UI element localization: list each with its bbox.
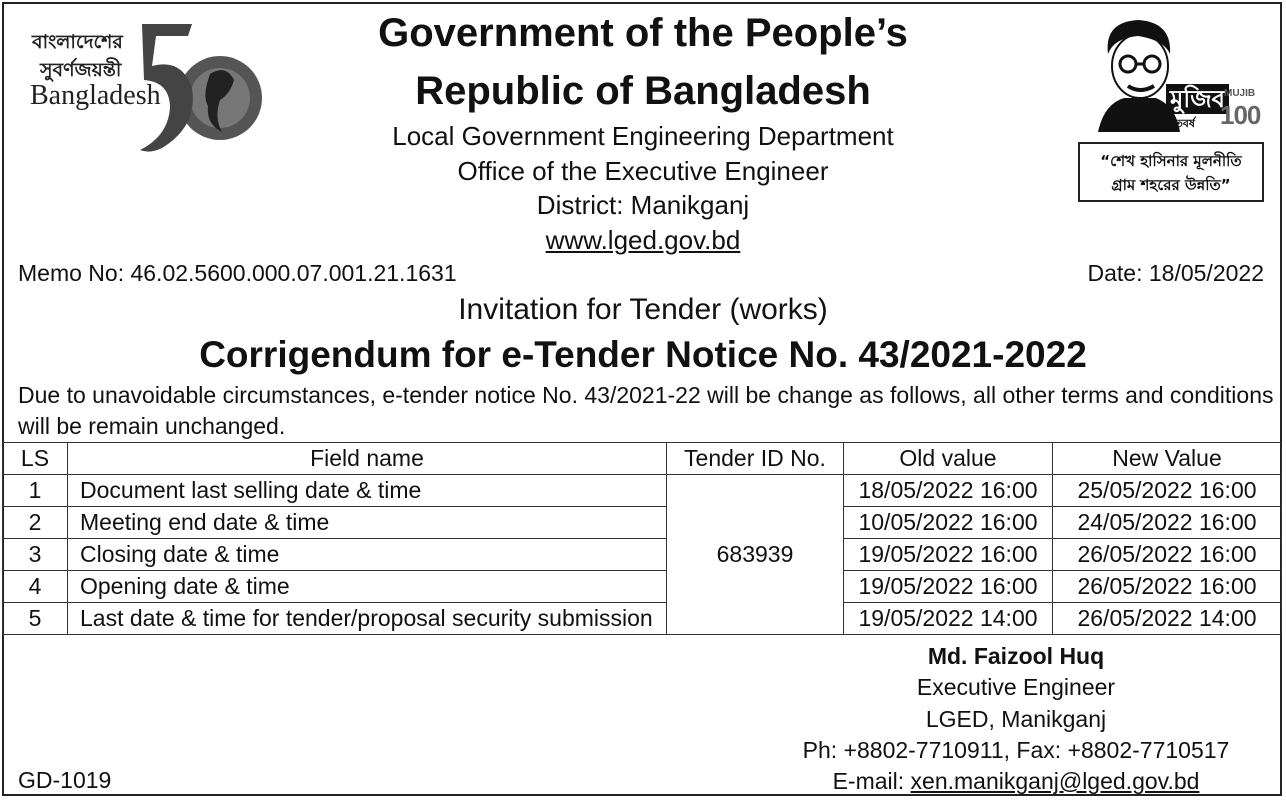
row-old-value: 19/05/2022 14:00 [844,603,1053,635]
row-ls: 1 [3,475,68,507]
intro-line2: will be remain unchanged. [18,413,286,439]
shatabarsha-text: শতবর্ষ [1168,117,1195,130]
signatory-title: Executive Engineer [916,674,1116,700]
row-ls: 3 [3,539,68,571]
invitation-heading: Invitation for Tender (works) [458,293,828,326]
row-field: Document last selling date & time [68,475,667,507]
logo-bn-line1: বাংলাদেশের [32,31,123,53]
tender-id-cell: 683939 [667,475,844,635]
row-old-value: 18/05/2022 16:00 [844,475,1053,507]
table-header-row [3,443,1282,475]
department-name: Local Government Engineering Department [392,121,894,151]
mujib-100-number: 100 [1220,100,1261,130]
notice-date: Date: 18/05/2022 [1087,260,1264,286]
slogan-line2: গ্রাম শহরের উন্নতি” [1111,176,1231,194]
row-ls: 2 [3,507,68,539]
header-tender-id: Tender ID No. [667,443,844,475]
row-field: Opening date & time [68,571,667,603]
row-new-value: 26/05/2022 14:00 [1053,603,1282,635]
row-field: Meeting end date & time [68,507,667,539]
table-row [3,603,1282,635]
email-link[interactable]: xen.manikganj@lged.gov.bd [910,768,1200,794]
row-ls: 4 [3,571,68,603]
row-new-value: 26/05/2022 16:00 [1053,571,1282,603]
memo-number: Memo No: 46.02.5600.000.07.001.21.1631 [18,260,457,286]
table-row [3,571,1282,603]
table-row [3,507,1282,539]
row-field: Last date & time for tender/proposal security submission [68,603,667,635]
row-ls: 5 [3,603,68,635]
slogan-line1: “শেখ হাসিনার মূলনীতি [1100,152,1242,170]
row-new-value: 24/05/2022 16:00 [1053,507,1282,539]
website-link[interactable]: www.lged.gov.bd [545,225,741,255]
header-field-name: Field name [68,443,667,475]
row-old-value: 10/05/2022 16:00 [844,507,1053,539]
gov-title-line2: Republic of Bangladesh [415,69,871,113]
row-old-value: 19/05/2022 16:00 [844,571,1053,603]
gov-title-line1: Government of the People’s [378,11,908,55]
mujib-en-text: MUJIB [1224,88,1256,99]
district-name: District: Manikganj [536,190,750,220]
contact-email-line [800,766,1232,797]
logo-bn-line2: সুবর্ণজয়ন্তী [40,59,122,81]
header-new-value: New Value [1053,443,1282,475]
row-new-value: 25/05/2022 16:00 [1053,475,1282,507]
table-row [3,475,1282,507]
row-new-value: 26/05/2022 16:00 [1053,539,1282,571]
mujib-bn-text: মুজিব [1166,84,1229,114]
row-old-value: 19/05/2022 16:00 [844,539,1053,571]
contact-phone-fax: Ph: +8802-7710911, Fax: +8802-7710517 [802,737,1230,763]
logo-bangladesh-word: Bangladesh [30,80,161,111]
corrigendum-table [2,442,1282,635]
row-field: Closing date & time [68,539,667,571]
office-name: Office of the Executive Engineer [457,156,829,186]
intro-line1: Due to unavoidable circumstances, e-tender notice No. 43/2021-22 will be change as follows, all other terms and conditions [18,382,1274,408]
email-label: E-mail: [832,768,911,794]
gd-code: GD-1019 [18,767,112,793]
signatory-name: Md. Faizool Huq [927,643,1105,669]
header-ls: LS [3,443,68,475]
signatory-org: LGED, Manikganj [925,706,1107,732]
intro-paragraph [18,380,1274,442]
table-row [3,539,1282,571]
header-old-value: Old value [844,443,1053,475]
corrigendum-title: Corrigendum for e-Tender Notice No. 43/2021-2022 [199,334,1087,375]
